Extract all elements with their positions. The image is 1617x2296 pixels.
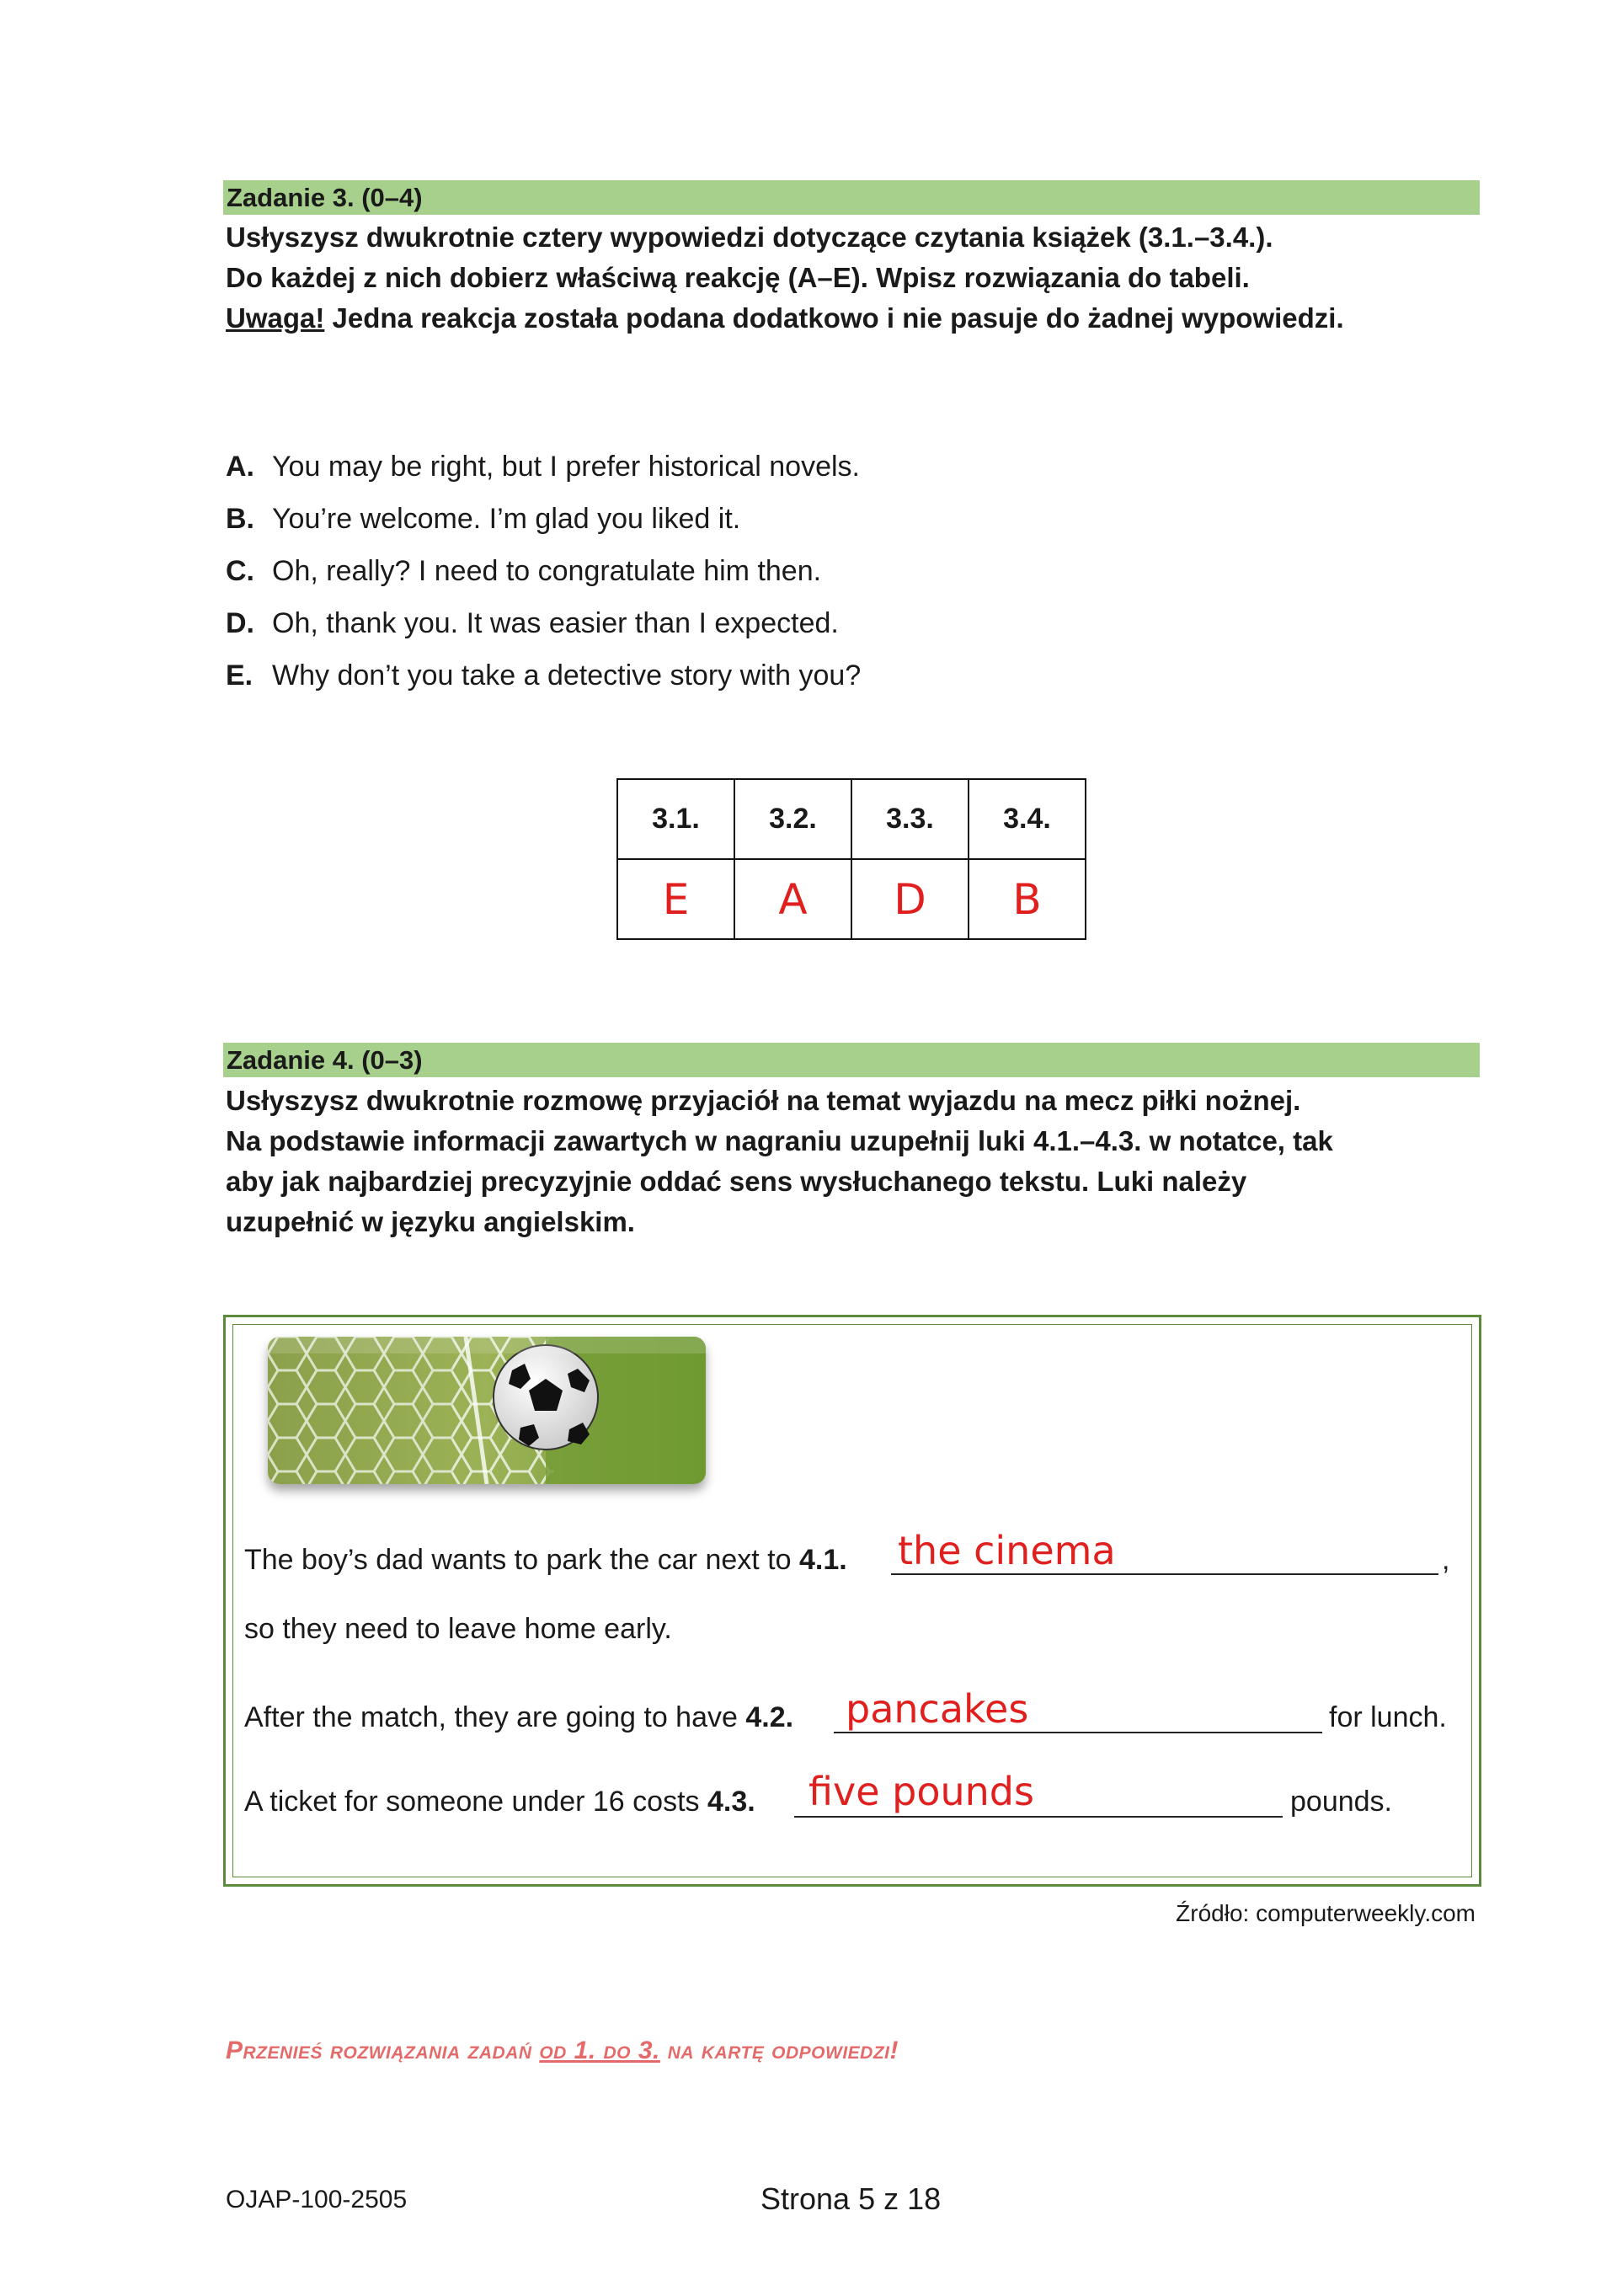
sentence-end: for lunch. <box>1329 1701 1447 1733</box>
task4-title: Zadanie 4. (0–3) <box>227 1045 423 1075</box>
answer-table <box>616 778 1086 940</box>
gap-answer-4-2: pancakes <box>846 1686 1029 1732</box>
page-number: Strona 5 z 18 <box>760 2181 942 2216</box>
sentence-text: The boy’s dad wants to park the car next to <box>244 1544 799 1576</box>
task3-instr-line1: Usłyszysz dwukrotnie cztery wypowiedzi dotyczące czytania książek (3.1.–3.4.). <box>226 222 1273 253</box>
answer-table-answer-row <box>617 859 1086 939</box>
task3-header <box>223 180 1480 215</box>
option-letter: B. <box>226 503 254 535</box>
warning-text: Jedna reakcja została podana dodatkowo i nie pasuje do żadnej wypowiedzi. <box>324 302 1344 334</box>
task3-title: Zadanie 3. (0–4) <box>227 183 423 212</box>
option-text: You may be right, but I prefer historical novels. <box>272 451 860 483</box>
option-letter: E. <box>226 659 253 691</box>
task3-instr-line3 <box>226 298 1489 339</box>
answer-header-cell: 3.4. <box>969 779 1086 859</box>
task4-instructions <box>226 1081 1489 1242</box>
option-b <box>226 493 861 545</box>
option-text: Oh, really? I need to congratulate him then. <box>272 555 822 587</box>
option-letter: D. <box>226 607 254 639</box>
sentence-text: After the match, they are going to have <box>244 1701 746 1733</box>
task3-instr-line2: Do każdej z nich dobierz właściwą reakcję (A–E). Wpisz rozwiązania do tabeli. <box>226 262 1250 293</box>
option-letter: A. <box>226 451 254 483</box>
reaction-options <box>226 441 861 702</box>
sentence-end: pounds. <box>1290 1786 1392 1818</box>
transfer-pre: Przenieś rozwiązania zadań <box>226 2037 540 2064</box>
task4-instr-line: aby jak najbardziej precyzyjnie oddać sens wysłuchanego tekstu. Luki należy <box>226 1166 1247 1197</box>
soccer-goal-illustration <box>268 1337 706 1484</box>
soccer-ball-image <box>268 1337 706 1484</box>
answer-header-cell: 3.2. <box>734 779 851 859</box>
answer-header-cell: 3.1. <box>617 779 734 859</box>
answer-header-cell: 3.3. <box>851 779 969 859</box>
note-sentence-3 <box>244 1701 793 1734</box>
gap-answer-4-1: the cinema <box>898 1528 1116 1573</box>
option-c <box>226 545 861 597</box>
task3-instructions <box>226 217 1489 339</box>
transfer-range: od 1. do 3. <box>539 2037 660 2064</box>
transfer-instruction <box>226 2037 899 2065</box>
task4-instr-line: uzupełnić w języku angielskim. <box>226 1206 635 1237</box>
answer-cell[interactable]: D <box>851 859 969 939</box>
task4-instr-line: Na podstawie informacji zawartych w nagraniu uzupełnij luki 4.1.–4.3. w notatce, tak <box>226 1125 1333 1156</box>
sentence-comma: , <box>1442 1544 1450 1576</box>
gap-number: 4.2. <box>745 1701 794 1733</box>
note-sentence-4 <box>244 1786 755 1818</box>
option-e <box>226 649 861 702</box>
warning-label: Uwaga! <box>226 302 325 334</box>
option-text: Why don’t you take a detective story with you? <box>272 659 862 691</box>
answer-cell[interactable]: E <box>617 859 734 939</box>
sentence-text: A ticket for someone under 16 costs <box>244 1786 707 1818</box>
task4-header <box>223 1043 1480 1077</box>
answer-table-header-row <box>617 779 1086 859</box>
note-sentence-1 <box>244 1544 847 1577</box>
transfer-post: na kartę odpowiedzi! <box>659 2037 899 2064</box>
option-text: You’re welcome. I’m glad you liked it. <box>272 503 741 535</box>
gap-number: 4.3. <box>707 1786 755 1818</box>
note-sentence-2: so they need to leave home early. <box>244 1613 672 1645</box>
exam-code: OJAP-100-2505 <box>226 2186 408 2213</box>
option-letter: C. <box>226 555 254 587</box>
answer-cell[interactable]: A <box>734 859 851 939</box>
option-a <box>226 441 861 493</box>
answer-cell[interactable]: B <box>969 859 1086 939</box>
task4-instr-line: Usłyszysz dwukrotnie rozmowę przyjaciół na temat wyjazdu na mecz piłki nożnej. <box>226 1085 1301 1116</box>
source-note: Źródło: computerweekly.com <box>1176 1900 1476 1926</box>
gap-answer-4-3: five pounds <box>808 1769 1034 1814</box>
option-d <box>226 597 861 649</box>
gap-number: 4.1. <box>798 1544 847 1576</box>
option-text: Oh, thank you. It was easier than I expected. <box>272 607 839 639</box>
